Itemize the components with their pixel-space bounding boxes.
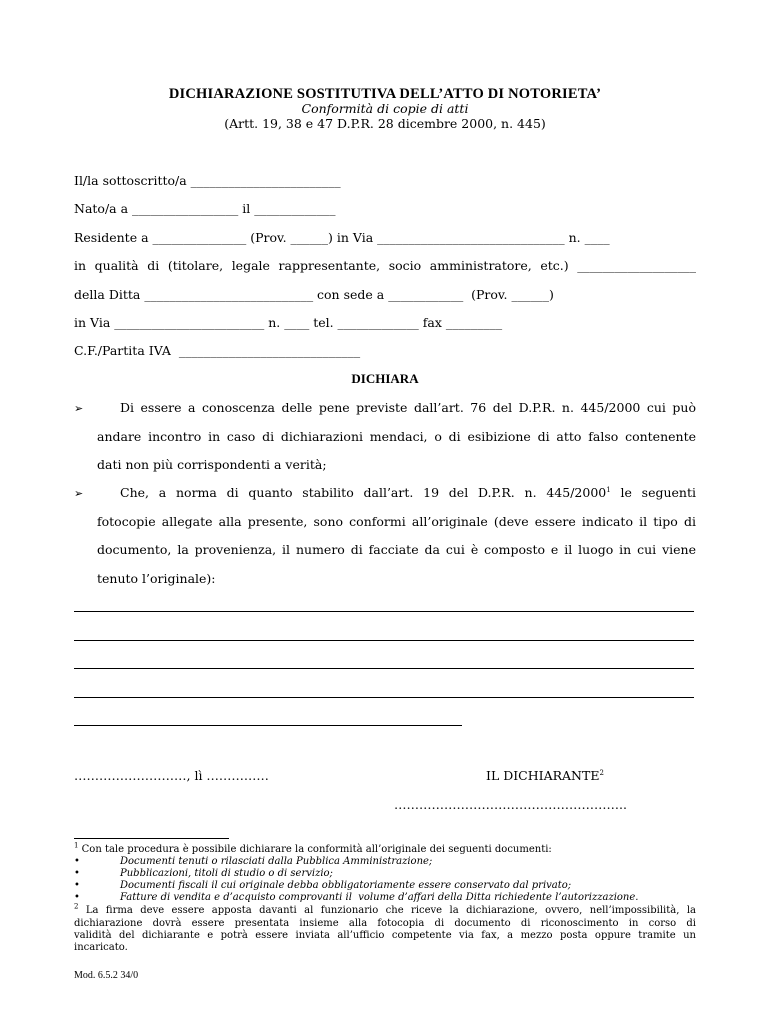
blank-line [74, 611, 694, 612]
footnote-1-item: Fatture di vendita e d’acquisto comprovanti il volume d’affari della Ditta richiedente l’autorizzazione. [120, 892, 639, 903]
declaration-1-line-2: andare incontro in caso di dichiarazioni mendaci, o di esibizione di atto falso contenente [97, 429, 696, 444]
form-line-company: della Ditta ___________________________ con sede a ____________ (Prov. ______) [74, 287, 554, 302]
footnote-2-line-1: $^2$ La firma deve essere apposta davanti al funzionario che riceve la dichiarazione, ovvero, nell’impossibilità, la [74, 902, 696, 916]
footnote-2-line-3: validità del dichiarante e potrà essere inviata all’ufficio competente via fax, a mezzo posta oppure tramite un [74, 930, 696, 941]
form-line-residence: Residente a _______________ (Prov. ______) in Via ______________________________ n. ____ [74, 230, 610, 245]
declaration-1-line-3: dati non più corrispondenti a verità; [97, 457, 327, 472]
blank-line [74, 725, 462, 726]
blank-line [74, 640, 694, 641]
document-subtitle: Conformità di copie di atti [301, 101, 469, 116]
place-date: ………………………, lì …………… [74, 768, 269, 783]
form-line-name: Il/la sottoscritto/a ________________________ [74, 173, 341, 188]
declaration-1-line-1: Di essere a conoscenza delle pene previste dall’art. 76 del D.P.R. n. 445/2000 cui può [120, 400, 696, 415]
document-title: DICHIARAZIONE SOSTITUTIVA DELL’ATTO DI NOTORIETA’ [168, 86, 602, 102]
footnote-ref-1: 1 [606, 485, 611, 494]
footnote-1-item: Documenti tenuti o rilasciati dalla Pubblica Amministrazione; [120, 856, 433, 867]
bullet-arrow-icon: ➢ [74, 402, 84, 415]
dichiara-heading: DICHIARA [351, 371, 419, 386]
declaration-2-line-2: fotocopie allegate alla presente, sono conformi all’originale (deve essere indicato il tipo di [97, 514, 696, 529]
footnote-1: $^1$ Con tale procedura è possibile dichiarare la conformità all’originale dei seguenti documenti: [74, 841, 552, 855]
form-line-address: in Via ________________________ n. ____ tel. _____________ fax _________ [74, 315, 503, 330]
bullet-icon: • [74, 868, 80, 879]
footnote-2-line-4: incaricato. [74, 942, 128, 953]
form-line-birth: Nato/a a _________________ il _____________ [74, 201, 336, 216]
signature-line: ……………………………………………….. [394, 797, 627, 812]
form-line-vat: C.F./Partita IVA _____________________________ [74, 343, 361, 358]
bullet-icon: • [74, 892, 80, 903]
footnote-1-item: Pubblicazioni, titoli di studio o di servizio; [120, 868, 333, 879]
model-code: Mod. 6.5.2 34/0 [74, 970, 139, 981]
declarant-label: IL DICHIARANTE$^2$ [486, 768, 604, 783]
bullet-icon: • [74, 880, 80, 891]
footnote-ref-2: 2 [599, 768, 604, 777]
form-line-role: in qualità di (titolare, legale rappresentante, socio amministratore, etc.) ___________________ [74, 258, 696, 273]
footnote-1-item: Documenti fiscali il cui originale debba obbligatoriamente essere conservato dal privato; [120, 880, 572, 891]
declaration-2-line-3: documento, la provenienza, il numero di facciate da cui è composto e il luogo in cui viene [97, 542, 696, 557]
blank-line [74, 697, 694, 698]
declaration-2-line-4: tenuto l’originale): [97, 571, 216, 586]
bullet-icon: • [74, 856, 80, 867]
footnote-2-line-2: dichiarazione dovrà essere presentata insieme alla fotocopia di documento di riconoscimento in corso di [74, 918, 696, 929]
legal-reference: (Artt. 19, 38 e 47 D.P.R. 28 dicembre 2000, n. 445) [224, 116, 546, 131]
declaration-2-line-1: Che, a norma di quanto stabilito dall’art. 19 del D.P.R. n. 445/2000$^1$ le seguenti [120, 485, 696, 500]
blank-line [74, 668, 694, 669]
footnote-divider [74, 838, 229, 839]
bullet-arrow-icon: ➢ [74, 487, 84, 500]
